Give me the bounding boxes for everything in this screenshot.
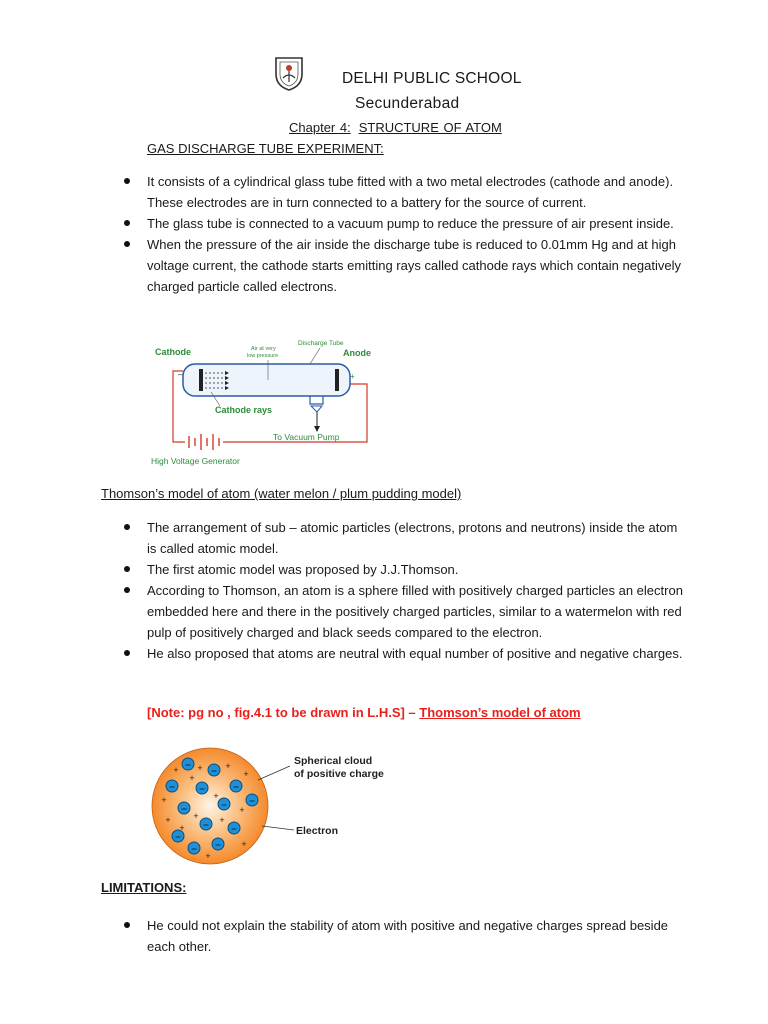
electron-sign: – bbox=[249, 795, 255, 807]
school-city: Secunderabad bbox=[355, 95, 460, 112]
experiment-list bbox=[120, 171, 690, 297]
electron-sign: – bbox=[181, 803, 187, 815]
electron-sign: – bbox=[185, 759, 191, 771]
electron-sign: – bbox=[191, 843, 197, 855]
proton-sign: + bbox=[161, 795, 167, 805]
list-item: He also proposed that atoms are neutral with equal number of positive and negative charges. bbox=[120, 643, 690, 664]
proton-sign: + bbox=[165, 815, 171, 825]
cloud-label-line2: of positive charge bbox=[294, 768, 384, 780]
list-item: According to Thomson, an atom is a sphere filled with positively charged particles an electron embedded here and there in the positively charged particles, similar to a watermelon with red pulp of positively charged and black seeds compared to the electron. bbox=[120, 580, 690, 643]
proton-sign: + bbox=[189, 773, 195, 783]
list-item: It consists of a cylindrical glass tube fitted with a two metal electrodes (cathode and anode). These electrodes are in turn connected to a battery for the source of current. bbox=[120, 171, 690, 213]
proton-sign: + bbox=[219, 815, 225, 825]
proton-sign: + bbox=[179, 823, 185, 833]
proton-sign: + bbox=[205, 851, 211, 861]
proton-sign: + bbox=[241, 839, 247, 849]
electron-sign: – bbox=[211, 765, 217, 777]
vacuum-pump-label: To Vacuum Pump bbox=[273, 432, 340, 442]
chapter-title: STRUCTURE OF ATOM bbox=[358, 120, 502, 135]
note-text bbox=[147, 705, 581, 720]
electron-sign: – bbox=[199, 783, 205, 795]
cathode-label: Cathode bbox=[155, 347, 191, 357]
limitations-list bbox=[120, 915, 690, 957]
electron-sign: – bbox=[221, 799, 227, 811]
electron-sign: – bbox=[175, 831, 181, 843]
proton-sign: + bbox=[239, 805, 245, 815]
list-item: The glass tube is connected to a vacuum pump to reduce the pressure of air present inside. bbox=[120, 213, 690, 234]
note-figure-title: Thomson’s model of atom bbox=[419, 705, 581, 720]
minus-terminal: – bbox=[178, 370, 183, 379]
thomson-title: Thomson’s model of atom (water melon / plum pudding model) bbox=[101, 486, 462, 501]
note-prefix: [Note: pg no , fig.4.1 to be drawn in L.H.S] – bbox=[147, 705, 420, 720]
chapter-number: Chapter 4: bbox=[289, 120, 351, 135]
discharge-tube-label: Discharge Tube bbox=[298, 340, 344, 347]
chapter-heading bbox=[289, 120, 502, 135]
electron-sign: – bbox=[203, 819, 209, 831]
electron-sign: – bbox=[215, 839, 221, 851]
electron-sign: – bbox=[231, 823, 237, 835]
experiment-title: GAS DISCHARGE TUBE EXPERIMENT: bbox=[147, 141, 384, 156]
electron-sign: – bbox=[233, 781, 239, 793]
discharge-tube-diagram bbox=[145, 336, 375, 470]
proton-sign: + bbox=[173, 765, 179, 775]
thomson-list bbox=[120, 517, 690, 664]
plus-terminal: + bbox=[350, 372, 355, 381]
cloud-label-line1: Spherical cloud bbox=[294, 755, 373, 767]
air-label-line2: low pressure bbox=[247, 353, 279, 359]
electron-label: Electron bbox=[296, 825, 339, 837]
proton-sign: + bbox=[213, 791, 219, 801]
school-logo bbox=[272, 54, 306, 92]
electron-sign: – bbox=[169, 781, 175, 793]
air-label-line1: Air at very bbox=[251, 346, 276, 352]
thomson-atom-diagram bbox=[148, 744, 388, 868]
proton-sign: + bbox=[193, 811, 199, 821]
proton-sign: + bbox=[197, 763, 203, 773]
limitations-title: LIMITATIONS: bbox=[101, 880, 187, 895]
list-item: He could not explain the stability of atom with positive and negative charges spread beside each other. bbox=[120, 915, 690, 957]
generator-label: High Voltage Generator bbox=[151, 456, 240, 466]
list-item: The first atomic model was proposed by J.J.Thomson. bbox=[120, 559, 690, 580]
proton-sign: + bbox=[243, 769, 249, 779]
anode-label: Anode bbox=[343, 348, 371, 358]
cathode-rays-label: Cathode rays bbox=[215, 405, 273, 415]
proton-sign: + bbox=[225, 761, 231, 771]
list-item: When the pressure of the air inside the discharge tube is reduced to 0.01mm Hg and at high voltage current, the cathode starts emitting rays called cathode rays which contain negatively charged particle called electrons. bbox=[120, 234, 690, 297]
school-name: DELHI PUBLIC SCHOOL bbox=[342, 70, 522, 87]
list-item: The arrangement of sub – atomic particles (electrons, protons and neutrons) inside the atom is called atomic model. bbox=[120, 517, 690, 559]
